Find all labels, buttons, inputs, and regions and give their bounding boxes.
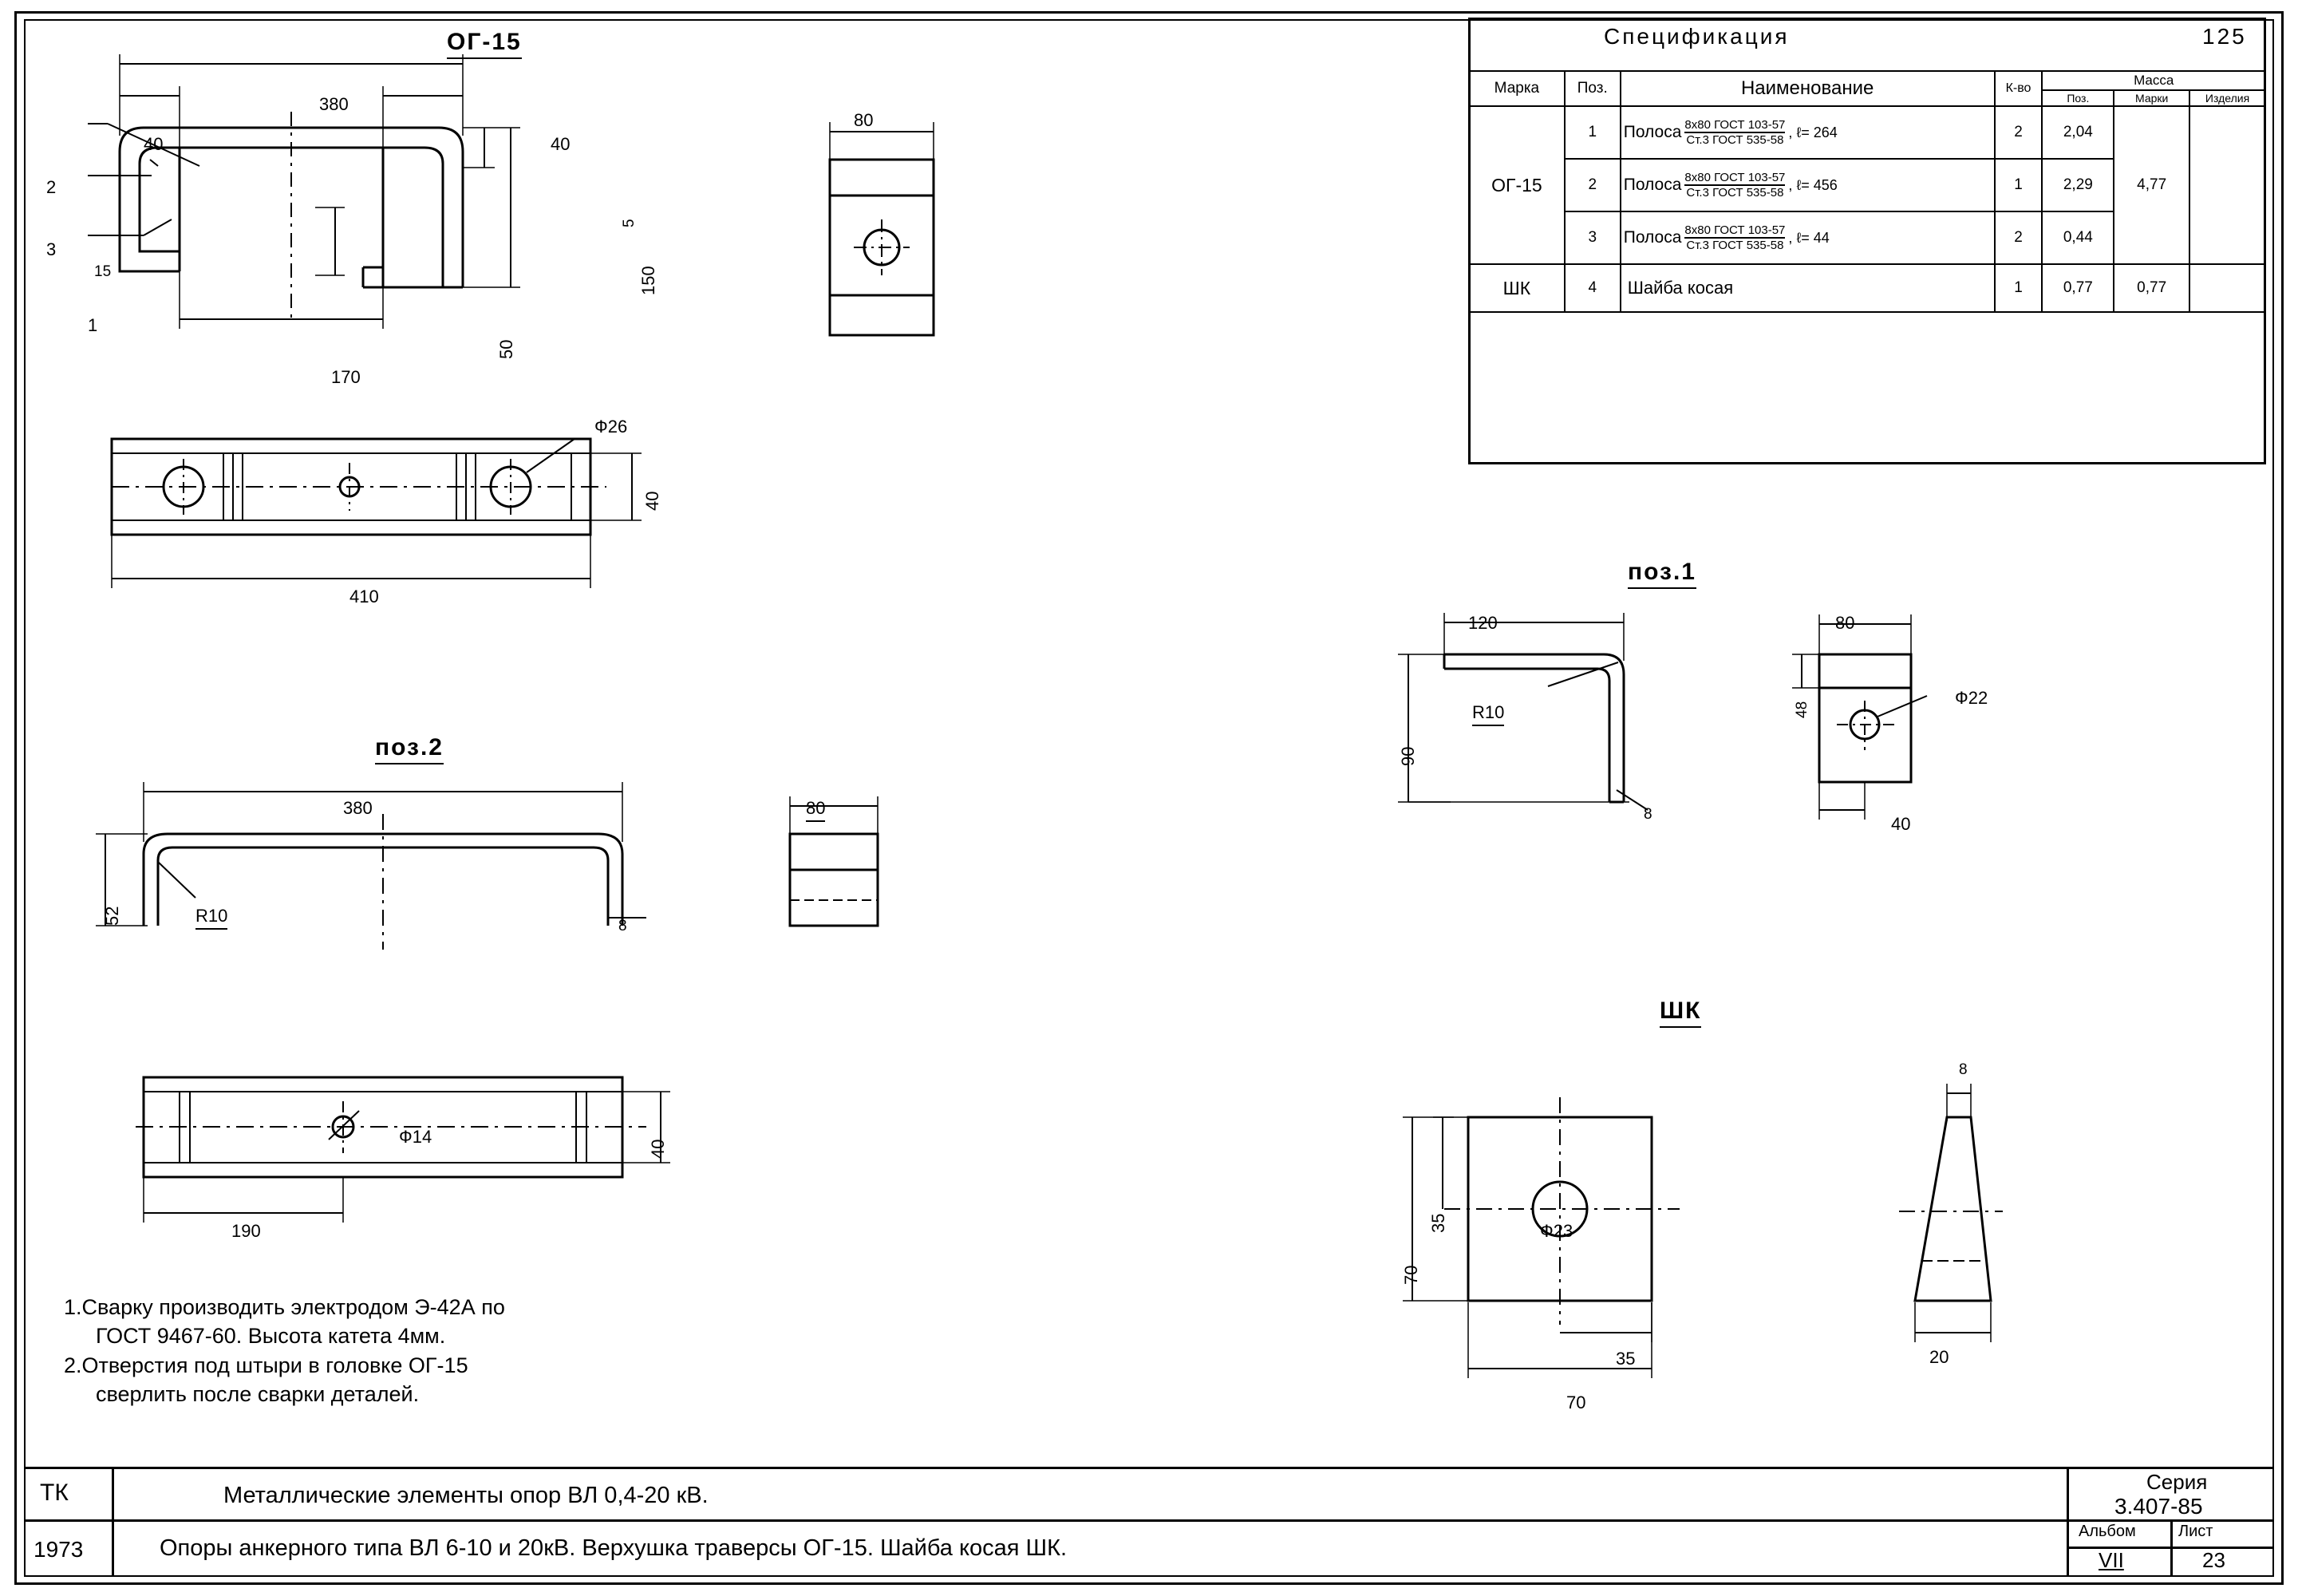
poz2-side-geometry [766, 814, 958, 990]
dim-40-plan: 40 [642, 491, 662, 511]
spec-cell-name-top: 8х80 ГОСТ 103-57 [1684, 118, 1785, 133]
tb-divider-h3 [2067, 1547, 2274, 1549]
spec-th-massa-izd: Изделия [2189, 90, 2265, 106]
dim-d23: Ф23 [1540, 1221, 1573, 1241]
mark-3: 3 [46, 239, 57, 259]
title-block [24, 1467, 2274, 1577]
dim-8-poz1: 8 [1644, 806, 1652, 823]
dim-380-front: 380 [319, 94, 349, 114]
note-line-4: сверлить после сварки деталей. [96, 1382, 420, 1407]
note-line-3: 2.Отверстия под штыри в головке ОГ-15 [64, 1353, 468, 1377]
spec-cell-massa-poz: 0,77 [2042, 264, 2114, 312]
spec-th-name: Наименование [1621, 71, 1995, 106]
dim-80-side: 80 [854, 110, 874, 130]
spec-cell-massa-marki: 4,77 [2114, 106, 2189, 264]
spec-table [1468, 70, 2266, 313]
spec-th-kol: К-во [1995, 71, 2043, 106]
dim-70-bottom: 70 [1566, 1393, 1586, 1412]
dim-150: 150 [638, 266, 658, 295]
tb-series-value: 3.407-85 [2114, 1494, 2203, 1519]
table-row [1469, 106, 2265, 159]
spec-cell-massa-marki: 0,77 [2114, 264, 2189, 312]
dim-40-poz2: 40 [648, 1139, 668, 1159]
spec-cell-poz: 4 [1565, 264, 1621, 312]
mark-1: 1 [88, 315, 98, 335]
mark-2: 2 [46, 177, 57, 197]
og15-side-geometry [814, 136, 1021, 399]
dim-40-right: 40 [551, 134, 571, 154]
spec-cell-massa-izd [2189, 264, 2265, 312]
dim-d26: Ф26 [594, 417, 628, 437]
spec-cell-name-top: 8х80 ГОСТ 103-57 [1684, 171, 1785, 186]
dim-35-left: 35 [1428, 1213, 1448, 1233]
spec-title: Спецификация [1604, 24, 1790, 49]
dim-8-poz2: 8 [618, 918, 627, 934]
tb-series-label: Серия [2146, 1470, 2208, 1494]
spec-th-massa-poz: Поз. [2042, 90, 2114, 106]
poz1-side-geometry [1787, 638, 2051, 862]
dim-8-shk: 8 [1959, 1061, 1968, 1078]
spec-cell-name-main: Полоса [1623, 228, 1682, 247]
dim-40-poz1: 40 [1891, 814, 1911, 834]
dim-410: 410 [349, 587, 379, 606]
dim-d14: Ф14 [399, 1127, 432, 1147]
spec-cell-kol: 1 [1995, 159, 2043, 211]
spec-cell-name-tail: , ℓ= 44 [1788, 229, 1830, 246]
view-title-shk: ШК [1660, 998, 1701, 1028]
tb-album-value: VII [2099, 1548, 2124, 1572]
tb-line2: Опоры анкерного типа ВЛ 6-10 и 20кВ. Верхушка траверсы ОГ-15. Шайба косая ШК. [160, 1535, 1068, 1561]
spec-th-massa: Массa [2042, 71, 2265, 90]
og15-front-geometry [96, 80, 734, 415]
spec-cell-kol: 1 [1995, 264, 2043, 312]
shk-plan-geometry [1380, 1093, 1795, 1412]
spec-cell-poz: 2 [1565, 159, 1621, 211]
tb-list-label: Лист [2178, 1523, 2213, 1540]
dim-r10-poz2: R10 [195, 906, 227, 930]
spec-th-marka: Марка [1469, 71, 1565, 106]
dim-170: 170 [331, 367, 361, 387]
spec-cell-kol: 2 [1995, 211, 2043, 264]
dim-d22: Ф22 [1955, 688, 1988, 708]
notes-block [64, 1293, 1181, 1409]
spec-cell-massa-poz: 2,04 [2042, 106, 2114, 159]
tb-year: 1973 [34, 1537, 84, 1562]
spec-header-row [1469, 71, 2265, 90]
dim-80-poz1: 80 [1835, 613, 1855, 633]
tb-divider-v2 [2067, 1467, 2069, 1577]
spec-cell-marka: ОГ-15 [1469, 106, 1565, 264]
spec-cell-name-tail: , ℓ= 456 [1788, 176, 1838, 193]
spec-cell-name-bot: Ст.3 ГОСТ 535-58 [1686, 239, 1784, 252]
spec-cell-name-tail: , ℓ= 264 [1788, 124, 1838, 140]
spec-cell-name-main: Полоса [1623, 176, 1682, 194]
spec-cell-name-main: Полоса [1623, 123, 1682, 141]
dim-20-shk: 20 [1929, 1347, 1949, 1367]
spec-cell-name-top: 8х80 ГОСТ 103-57 [1684, 223, 1785, 239]
poz1-front-geometry [1420, 638, 1739, 862]
dim-50: 50 [496, 339, 516, 359]
tb-divider-top [24, 1467, 2274, 1469]
spec-cell-name-bot: Ст.3 ГОСТ 535-58 [1686, 186, 1784, 200]
dim-35-bottom: 35 [1616, 1349, 1636, 1369]
dim-40-left: 40 [144, 134, 164, 154]
dim-70-left: 70 [1401, 1265, 1421, 1285]
tb-divider-mid [24, 1519, 2274, 1522]
poz2-front-geometry [120, 814, 726, 990]
spec-cell-poz: 3 [1565, 211, 1621, 264]
note-line-2: ГОСТ 9467-60. Высота катета 4мм. [96, 1324, 446, 1349]
dim-120: 120 [1468, 613, 1498, 633]
table-row [1469, 264, 2265, 312]
dim-80-poz2: 80 [806, 798, 825, 822]
spec-cell-poz: 1 [1565, 106, 1621, 159]
dim-15: 15 [94, 263, 112, 280]
view-title-og15: ОГ-15 [447, 29, 522, 59]
spec-cell-kol: 2 [1995, 106, 2043, 159]
dim-90: 90 [1398, 746, 1418, 766]
note-line-1: 1.Сварку производить электродом Э-42А по [64, 1295, 505, 1319]
view-title-poz1: поз.1 [1628, 559, 1696, 589]
og15-plan-geometry [96, 431, 734, 614]
spec-th-poz: Поз. [1565, 71, 1621, 106]
spec-cell-marka: ШК [1469, 264, 1565, 312]
spec-cell-massa-poz: 2,29 [2042, 159, 2114, 211]
spec-page-mark: 125 [2202, 24, 2247, 49]
tb-divider-v1 [112, 1467, 114, 1577]
view-title-poz2: поз.2 [375, 734, 444, 764]
poz2-plan-geometry [120, 1061, 726, 1245]
dim-190: 190 [231, 1221, 261, 1241]
dim-5: 5 [621, 219, 638, 227]
spec-cell-massa-poz: 0,44 [2042, 211, 2114, 264]
dim-48: 48 [1794, 701, 1810, 718]
dim-r10-poz1: R10 [1472, 702, 1504, 726]
tb-list-value: 23 [2202, 1548, 2225, 1572]
dim-52: 52 [102, 906, 122, 926]
shk-side-geometry [1819, 1077, 2083, 1412]
spec-cell-name-main: Шайба косая [1621, 264, 1995, 312]
spec-cell-massa-izd [2189, 106, 2265, 264]
dim-380-poz2: 380 [343, 798, 373, 818]
tb-line1: Металлические элементы опор ВЛ 0,4-20 кВ. [223, 1483, 709, 1508]
tb-org: ТК [40, 1479, 69, 1506]
spec-th-massa-marki: Марки [2114, 90, 2189, 106]
spec-cell-name-bot: Ст.3 ГОСТ 535-58 [1686, 133, 1784, 147]
tb-album-label: Альбом [2079, 1523, 2136, 1540]
